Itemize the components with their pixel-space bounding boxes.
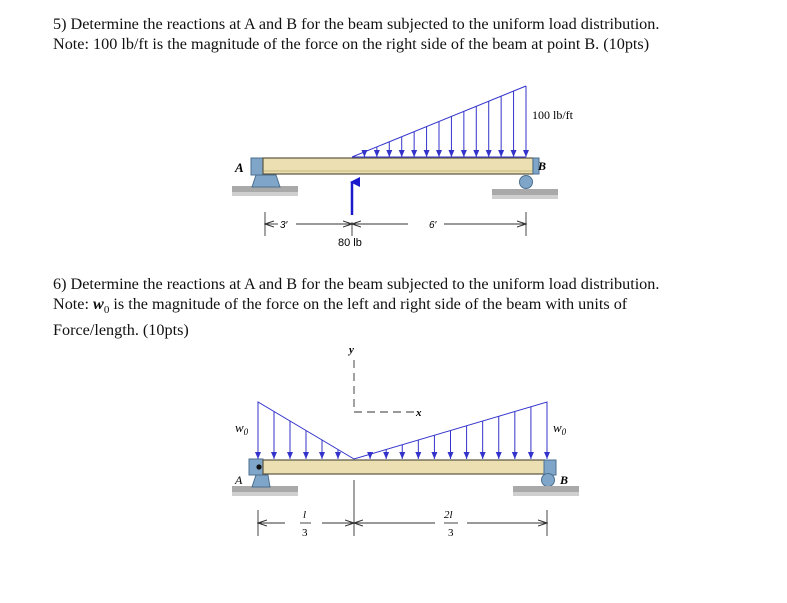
dim-left-denominator: 3 [302,527,308,539]
problem-5-line-2: Note: 100 lb/ft is the magnitude of the force on the right side of the beam at point B. (10pts) [53,35,650,53]
problem-5-line-1: 5) Determine the reactions at A and B for the beam subjected to the uniform load distribution. [53,15,660,33]
distributed-load-1 [352,86,526,157]
load-magnitude-label: 100 lb/ft [532,108,573,122]
problem-6-line-2: Note: $w_0$ is the magnitude of the force on the left and right side of the beam with units of [53,295,628,317]
w0-symbol: w [93,295,104,313]
dimension-line-1 [265,212,526,236]
dim-right-denominator: 3 [448,527,454,539]
dim-right-numerator: 2l [444,509,453,521]
roller-b [520,176,533,189]
support-a-label: A [235,160,244,175]
problem-6-line-1: 6) Determine the reactions at A and B for the beam subjected to the uniform load distribution. [53,275,660,293]
dim-left-numerator: l [303,509,307,521]
ground-b [492,189,558,199]
pin-support-a [252,175,280,187]
beam-1 [263,158,533,174]
dim-left-label: 3′ [280,220,288,231]
point-force-label: 80 lb [338,237,362,249]
distributed-load-2 [258,402,547,459]
pin-support-a-2 [252,475,270,487]
roller-b-2 [542,474,555,487]
problem-6-line-3: Force/length. (10pts) [53,321,189,340]
support-a-label-2: A [235,473,243,487]
axis-x-label: x [416,407,422,419]
support-a-block [251,158,263,175]
w0-right-label: $w_0$ [553,420,567,437]
support-b-label: B [538,159,547,173]
problem-6-figure [232,344,579,539]
axis-y-label: y [349,344,354,356]
support-b-label-2: B [560,473,569,487]
beam-2 [263,460,545,474]
dim-right-label: 6′ [429,220,437,231]
w0-left-label: $w_0$ [235,420,249,437]
